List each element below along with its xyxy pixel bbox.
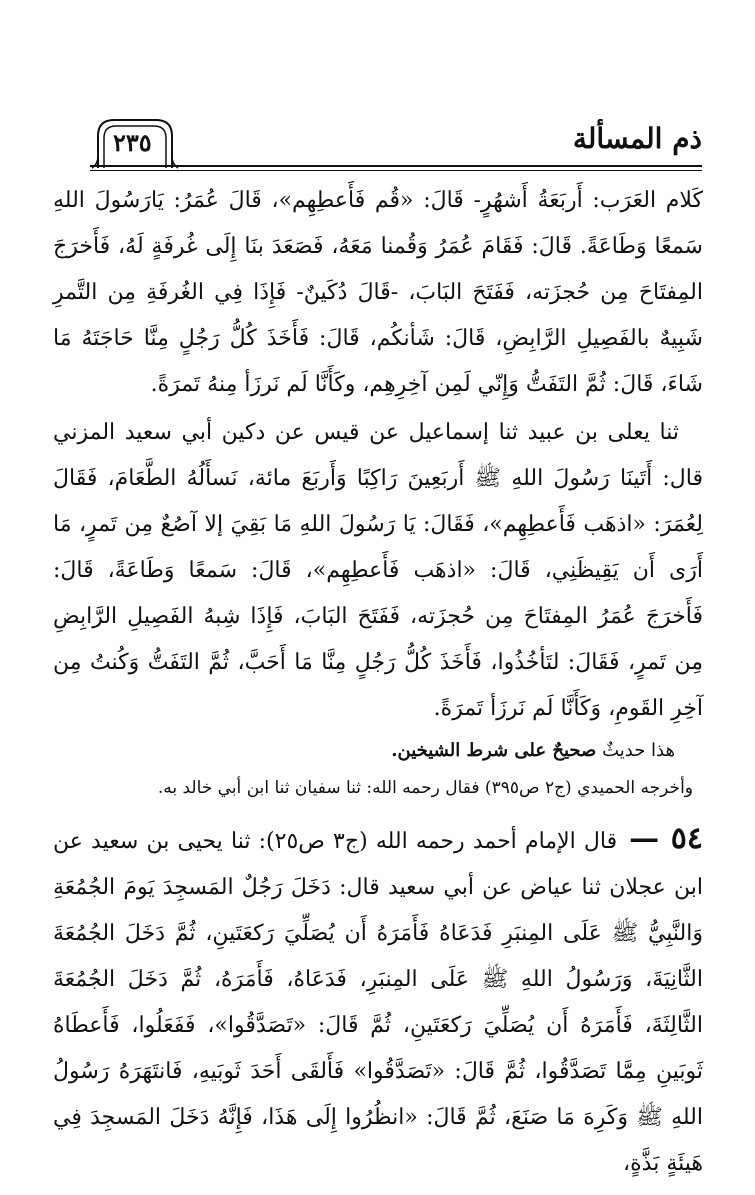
page-body bbox=[53, 178, 703, 1187]
hadith-text-second-chain: ثنا يعلى بن عبيد ثنا إسماعيل عن قيس عن دكين أبي سعيد المزني قال: أَتَينَا رَسُولَ اللهِ ﷺ أَربَعِينَ رَاكِبًا وَأَربَعَ مائة، نَسأَلُهُ الطَّعَامَ، فَقَالَ لِعُمَرَ: «اذهَب فَأَعطِهِم»، فَقَالَ: يَا رَسُولَ اللهِ مَا بَقِيَ إلا آصُعٌ مِن تَمرٍ، مَا أَرَى أَن يَقِيظَنِي، قَالَ: «اذهَب فَأَعطِهِم»، قَالَ: سَمعًا وَطَاعَةً، قَالَ: فَأَخرَجَ عُمَرُ المِفتَاحَ مِن حُجزَته، فَفَتَحَ البَابَ، فَإِذَا شِبهُ الفَصِيلِ الرَّابِضِ مِن تَمرٍ، فَقَالَ: لتَأخُذُوا، فَأَخَذَ كُلُّ رَجُلٍ مِنَّا مَا أَحَبَّ، ثُمَّ التَفَتُّ وَكُنتُ مِن آخِرِ القَومِ، وَكَأَنَّا لَم نَرزَأ تَمرَةً. bbox=[53, 420, 703, 721]
grading-prefix: هذا حديثٌ bbox=[596, 740, 675, 761]
hadith-54 bbox=[53, 816, 703, 1187]
header-rule bbox=[90, 165, 702, 167]
chapter-title: ذم المسألة bbox=[572, 122, 702, 155]
reference-line: وأخرجه الحميدي (ج٢ ص٣٩٥) فقال رحمه الله: ثنا سفيان ثنا ابن أبي خالد به. bbox=[157, 778, 693, 798]
header-rule-thin bbox=[90, 170, 702, 171]
hadith-number: ٥٤ — bbox=[629, 821, 703, 856]
hadith-54-text: قال الإمام أحمد رحمه الله (ج٣ ص٢٥): ثنا يحيى بن سعيد عن ابن عجلان ثنا عياض عن أبي سعيد قال: دَخَلَ رَجُلٌ المَسجِدَ يَومَ الجُمُعَةِ وَالنَّبِيُّ ﷺ عَلَى المِنبَرِ فَدَعَاهُ فَأَمَرَهُ أَن يُصَلِّيَ رَكعَتَينِ، ثُمَّ دَخَلَ الجُمُعَةَ الثَّانِيَةَ، وَرَسُولُ اللهِ ﷺ عَلَى المِنبَرِ، فَدَعَاهُ، فَأَمَرَهُ، ثُمَّ دَخَلَ الجُمُعَةَ الثَّالِثَةَ، فَأَمَرَهُ أَن يُصَلِّيَ رَكعَتَينِ، ثُمَّ قَالَ: «تَصَدَّقُوا»، فَفَعَلُوا، فَأَعطَاهُ ثَوبَينِ مِمَّا تَصَدَّقُوا، ثُمَّ قَالَ: «تَصَدَّقُوا» فَأَلقَى أَحَدَ ثَوبَيهِ، فَانتَهَرَهُ رَسُولُ اللهِ ﷺ وَكَرِهَ مَا صَنَعَ، ثُمَّ قَالَ: «انظُرُوا إِلَى هَذَا، فَإِنَّهُ دَخَلَ المَسجِدَ فِي هَيئَةٍ بَذَّةٍ، bbox=[53, 829, 703, 1176]
page-header bbox=[90, 108, 702, 178]
grading-verdict: صحيحٌ على شرط الشيخين. bbox=[391, 740, 597, 761]
page-number: ٢٣٥ bbox=[113, 128, 152, 157]
hadith-text-continuation: كَلام العَرَب: أَربَعَةُ أَشهُرٍ- قَالَ: «قُم فَأَعطِهِم»، قَالَ عُمَرُ: يَارَسُولَ اللهِ سَمعًا وَطَاعَةً. قَالَ: فَقَامَ عُمَرُ وَقُمنا مَعَهُ، فَصَعَدَ بنَا إِلَى غُرفَةٍ لَهُ، فَأَخرَجَ المِفتَاحَ مِن حُجزَته، فَفَتَحَ البَابَ، -قَالَ دُكَينٌ- فَإِذَا فِي الغُرفَةِ مِن التَّمرِ شَبِيهٌ بالفَصِيلِ الرَّابِضِ، قَالَ: شَأنكُم، قَالَ: فَأَخَذَ كُلُّ رَجُلٍ مِنَّا حَاجَتَهُ مَا شَاءَ، قَالَ: ثُمَّ التَفَتُّ وَإِنّي لَمِن آخِرِهِم، وكَأَنَّا لَم نَرزَأ مِنهُ تَمرَةً. bbox=[53, 188, 703, 397]
grading-line bbox=[53, 732, 703, 770]
